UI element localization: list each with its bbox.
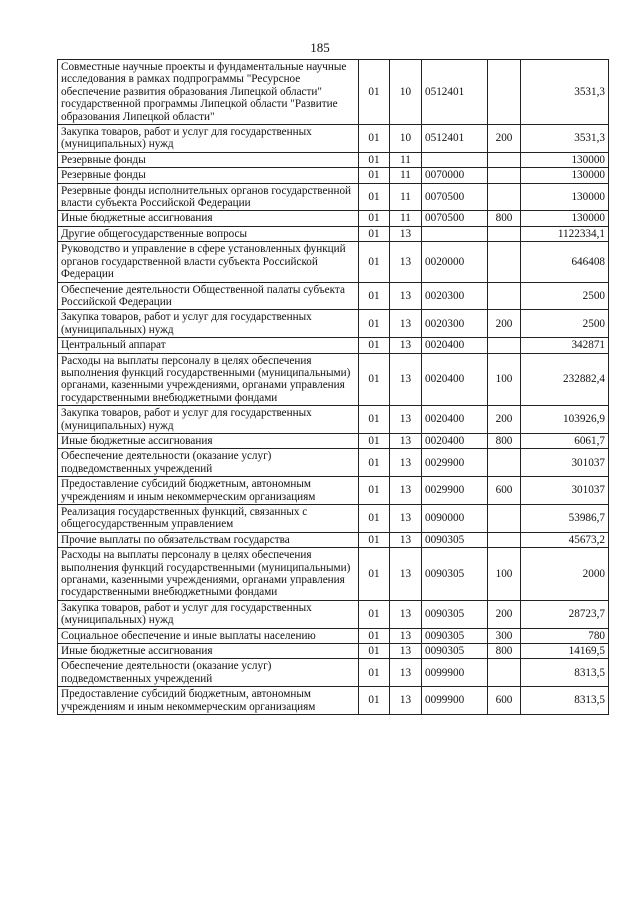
section-code-cell: 01 xyxy=(359,659,390,687)
section-code-cell: 01 xyxy=(359,242,390,282)
target-article-cell: 0020300 xyxy=(422,282,488,310)
expense-kind-cell: 800 xyxy=(488,211,521,226)
amount-cell: 14169,5 xyxy=(521,644,609,659)
subsection-code-cell: 13 xyxy=(390,600,422,628)
target-article-cell xyxy=(422,152,488,167)
expense-name-cell: Руководство и управление в сфере установленных функций органов государственной власти субъекта Российской Федерации xyxy=(58,242,359,282)
expense-name-cell: Иные бюджетные ассигнования xyxy=(58,644,359,659)
table-row xyxy=(58,338,609,353)
section-code-cell: 01 xyxy=(359,505,390,533)
expense-name-cell: Обеспечение деятельности (оказание услуг) подведомственных учреждений xyxy=(58,449,359,477)
budget-table xyxy=(57,59,609,715)
amount-cell: 53986,7 xyxy=(521,505,609,533)
section-code-cell: 01 xyxy=(359,353,390,406)
subsection-code-cell: 13 xyxy=(390,477,422,505)
table-row xyxy=(58,659,609,687)
expense-kind-cell: 100 xyxy=(488,353,521,406)
expense-kind-cell: 200 xyxy=(488,310,521,338)
expense-name-cell: Другие общегосударственные вопросы xyxy=(58,226,359,241)
amount-cell: 2000 xyxy=(521,548,609,601)
table-row xyxy=(58,282,609,310)
expense-name-cell: Закупка товаров, работ и услуг для государственных (муниципальных) нужд xyxy=(58,310,359,338)
subsection-code-cell: 11 xyxy=(390,168,422,183)
section-code-cell: 01 xyxy=(359,477,390,505)
amount-cell: 3531,3 xyxy=(521,60,609,125)
target-article-cell: 0020400 xyxy=(422,433,488,448)
table-row xyxy=(58,310,609,338)
target-article-cell: 0090305 xyxy=(422,548,488,601)
table-row xyxy=(58,477,609,505)
expense-kind-cell xyxy=(488,449,521,477)
expense-name-cell: Резервные фонды xyxy=(58,168,359,183)
subsection-code-cell: 13 xyxy=(390,310,422,338)
target-article-cell: 0090305 xyxy=(422,600,488,628)
subsection-code-cell: 13 xyxy=(390,532,422,547)
expense-name-cell: Социальное обеспечение и иные выплаты населению xyxy=(58,628,359,643)
amount-cell: 130000 xyxy=(521,152,609,167)
expense-kind-cell: 600 xyxy=(488,477,521,505)
table-row xyxy=(58,183,609,211)
amount-cell: 103926,9 xyxy=(521,406,609,434)
expense-name-cell: Закупка товаров, работ и услуг для государственных (муниципальных) нужд xyxy=(58,600,359,628)
subsection-code-cell: 13 xyxy=(390,548,422,601)
subsection-code-cell: 13 xyxy=(390,644,422,659)
budget-table-body xyxy=(58,60,609,715)
table-row xyxy=(58,628,609,643)
section-code-cell: 01 xyxy=(359,282,390,310)
expense-name-cell: Иные бюджетные ассигнования xyxy=(58,433,359,448)
table-row xyxy=(58,353,609,406)
table-row xyxy=(58,433,609,448)
amount-cell: 1122334,1 xyxy=(521,226,609,241)
target-article-cell: 0512401 xyxy=(422,125,488,153)
amount-cell: 232882,4 xyxy=(521,353,609,406)
expense-kind-cell xyxy=(488,659,521,687)
expense-name-cell: Предоставление субсидий бюджетным, автономным учреждениям и иным некоммерческим организациям xyxy=(58,477,359,505)
expense-name-cell: Резервные фонды xyxy=(58,152,359,167)
subsection-code-cell: 13 xyxy=(390,226,422,241)
expense-kind-cell xyxy=(488,168,521,183)
expense-kind-cell xyxy=(488,60,521,125)
table-row xyxy=(58,600,609,628)
expense-name-cell: Реализация государственных функций, связанных с общегосударственным управлением xyxy=(58,505,359,533)
amount-cell: 780 xyxy=(521,628,609,643)
table-row xyxy=(58,168,609,183)
target-article-cell: 0090305 xyxy=(422,532,488,547)
section-code-cell: 01 xyxy=(359,183,390,211)
target-article-cell xyxy=(422,226,488,241)
amount-cell: 2500 xyxy=(521,310,609,338)
expense-kind-cell xyxy=(488,532,521,547)
section-code-cell: 01 xyxy=(359,628,390,643)
target-article-cell: 0029900 xyxy=(422,477,488,505)
table-row xyxy=(58,687,609,715)
section-code-cell: 01 xyxy=(359,687,390,715)
expense-name-cell: Совместные научные проекты и фундаментальные научные исследования в рамках подпрограммы "Ресурсное обеспечение развития образования Липецкой области" государственной программы Липецкой области "Развитие образования Липецкой области" xyxy=(58,60,359,125)
amount-cell: 28723,7 xyxy=(521,600,609,628)
section-code-cell: 01 xyxy=(359,406,390,434)
expense-kind-cell: 200 xyxy=(488,600,521,628)
target-article-cell: 0020300 xyxy=(422,310,488,338)
subsection-code-cell: 13 xyxy=(390,505,422,533)
target-article-cell: 0090000 xyxy=(422,505,488,533)
table-row xyxy=(58,505,609,533)
subsection-code-cell: 13 xyxy=(390,338,422,353)
section-code-cell: 01 xyxy=(359,310,390,338)
section-code-cell: 01 xyxy=(359,60,390,125)
section-code-cell: 01 xyxy=(359,644,390,659)
amount-cell: 130000 xyxy=(521,183,609,211)
expense-kind-cell xyxy=(488,242,521,282)
expense-name-cell: Закупка товаров, работ и услуг для государственных (муниципальных) нужд xyxy=(58,406,359,434)
target-article-cell: 0020400 xyxy=(422,406,488,434)
table-row xyxy=(58,644,609,659)
target-article-cell: 0020400 xyxy=(422,338,488,353)
subsection-code-cell: 10 xyxy=(390,60,422,125)
table-row xyxy=(58,242,609,282)
target-article-cell: 0029900 xyxy=(422,449,488,477)
amount-cell: 130000 xyxy=(521,168,609,183)
section-code-cell: 01 xyxy=(359,600,390,628)
amount-cell: 130000 xyxy=(521,211,609,226)
expense-name-cell: Обеспечение деятельности Общественной палаты субъекта Российской Федерации xyxy=(58,282,359,310)
target-article-cell: 0090305 xyxy=(422,628,488,643)
expense-name-cell: Закупка товаров, работ и услуг для государственных (муниципальных) нужд xyxy=(58,125,359,153)
subsection-code-cell: 13 xyxy=(390,433,422,448)
amount-cell: 646408 xyxy=(521,242,609,282)
expense-kind-cell: 800 xyxy=(488,644,521,659)
expense-kind-cell: 300 xyxy=(488,628,521,643)
expense-name-cell: Центральный аппарат xyxy=(58,338,359,353)
target-article-cell: 0099900 xyxy=(422,659,488,687)
expense-kind-cell: 100 xyxy=(488,548,521,601)
expense-kind-cell xyxy=(488,505,521,533)
amount-cell: 6061,7 xyxy=(521,433,609,448)
subsection-code-cell: 13 xyxy=(390,242,422,282)
amount-cell: 8313,5 xyxy=(521,687,609,715)
expense-name-cell: Предоставление субсидий бюджетным, автономным учреждениям и иным некоммерческим организациям xyxy=(58,687,359,715)
expense-name-cell: Прочие выплаты по обязательствам государства xyxy=(58,532,359,547)
amount-cell: 301037 xyxy=(521,477,609,505)
section-code-cell: 01 xyxy=(359,449,390,477)
section-code-cell: 01 xyxy=(359,152,390,167)
amount-cell: 2500 xyxy=(521,282,609,310)
expense-kind-cell: 600 xyxy=(488,687,521,715)
section-code-cell: 01 xyxy=(359,433,390,448)
subsection-code-cell: 11 xyxy=(390,183,422,211)
subsection-code-cell: 13 xyxy=(390,449,422,477)
amount-cell: 45673,2 xyxy=(521,532,609,547)
subsection-code-cell: 13 xyxy=(390,628,422,643)
amount-cell: 3531,3 xyxy=(521,125,609,153)
expense-kind-cell: 800 xyxy=(488,433,521,448)
amount-cell: 8313,5 xyxy=(521,659,609,687)
expense-name-cell: Резервные фонды исполнительных органов государственной власти субъекта Российской Федерации xyxy=(58,183,359,211)
expense-name-cell: Расходы на выплаты персоналу в целях обеспечения выполнения функций государственными (муниципальными) органами, казенными учреждениями, органами управления государственными внебюджетными фондами xyxy=(58,548,359,601)
target-article-cell: 0070500 xyxy=(422,211,488,226)
section-code-cell: 01 xyxy=(359,125,390,153)
table-row xyxy=(58,60,609,125)
table-row xyxy=(58,406,609,434)
table-row xyxy=(58,211,609,226)
section-code-cell: 01 xyxy=(359,338,390,353)
expense-kind-cell xyxy=(488,226,521,241)
section-code-cell: 01 xyxy=(359,226,390,241)
subsection-code-cell: 13 xyxy=(390,687,422,715)
subsection-code-cell: 13 xyxy=(390,353,422,406)
target-article-cell: 0020400 xyxy=(422,353,488,406)
subsection-code-cell: 10 xyxy=(390,125,422,153)
subsection-code-cell: 13 xyxy=(390,659,422,687)
target-article-cell: 0070500 xyxy=(422,183,488,211)
subsection-code-cell: 13 xyxy=(390,282,422,310)
expense-kind-cell xyxy=(488,282,521,310)
target-article-cell: 0090305 xyxy=(422,644,488,659)
section-code-cell: 01 xyxy=(359,532,390,547)
expense-name-cell: Обеспечение деятельности (оказание услуг) подведомственных учреждений xyxy=(58,659,359,687)
section-code-cell: 01 xyxy=(359,168,390,183)
target-article-cell: 0512401 xyxy=(422,60,488,125)
expense-name-cell: Расходы на выплаты персоналу в целях обеспечения выполнения функций государственными (муниципальными) органами, казенными учреждениями, органами управления государственными внебюджетными фондами xyxy=(58,353,359,406)
table-row xyxy=(58,152,609,167)
table-row xyxy=(58,548,609,601)
expense-kind-cell xyxy=(488,152,521,167)
section-code-cell: 01 xyxy=(359,548,390,601)
expense-name-cell: Иные бюджетные ассигнования xyxy=(58,211,359,226)
target-article-cell: 0020000 xyxy=(422,242,488,282)
section-code-cell: 01 xyxy=(359,211,390,226)
expense-kind-cell: 200 xyxy=(488,125,521,153)
table-row xyxy=(58,532,609,547)
target-article-cell: 0099900 xyxy=(422,687,488,715)
page-number: 185 xyxy=(310,40,330,55)
target-article-cell: 0070000 xyxy=(422,168,488,183)
expense-kind-cell: 200 xyxy=(488,406,521,434)
amount-cell: 301037 xyxy=(521,449,609,477)
subsection-code-cell: 11 xyxy=(390,152,422,167)
table-row xyxy=(58,125,609,153)
subsection-code-cell: 13 xyxy=(390,406,422,434)
table-row xyxy=(58,449,609,477)
expense-kind-cell xyxy=(488,338,521,353)
expense-kind-cell xyxy=(488,183,521,211)
amount-cell: 342871 xyxy=(521,338,609,353)
table-row xyxy=(58,226,609,241)
subsection-code-cell: 11 xyxy=(390,211,422,226)
